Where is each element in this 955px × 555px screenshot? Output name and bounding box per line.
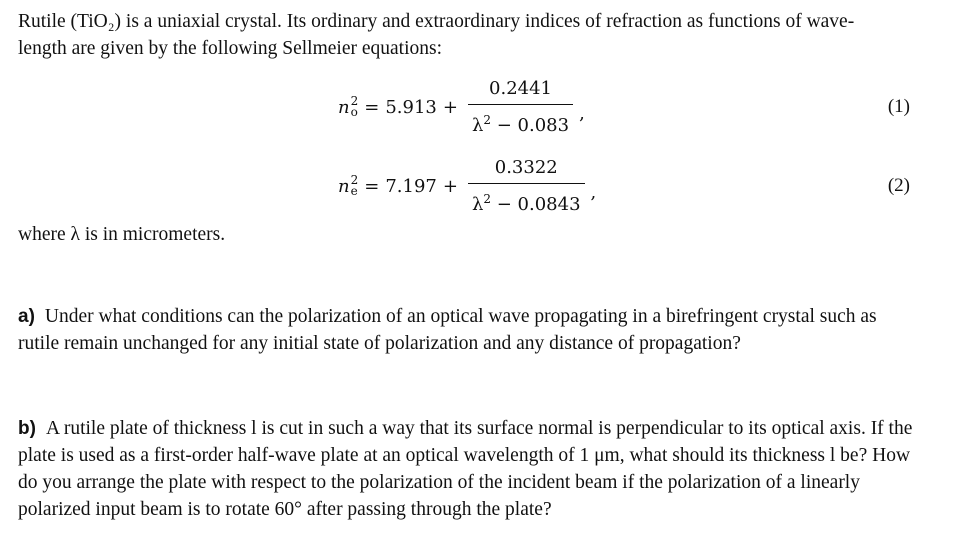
equation-1-lhs xyxy=(338,94,358,121)
intro-line-1: Rutile (TiO₂) is a uniaxial crystal. Its ordinary and extraordinary indices of refraction as functions of wave- xyxy=(18,11,855,32)
equation-1-subscript: o xyxy=(350,104,358,119)
question-b-label: b) xyxy=(18,418,36,439)
equation-1-superscript: 2 xyxy=(350,93,359,108)
equation-1-numerator: 0.2441 xyxy=(489,77,552,99)
intro-paragraph xyxy=(18,8,913,62)
equation-1-comma: , xyxy=(579,102,585,124)
equation-2-lhs xyxy=(338,173,358,200)
equation-1-lambda: λ xyxy=(471,114,484,136)
equation-2-math xyxy=(338,151,596,221)
equation-2-subscript: e xyxy=(350,183,358,198)
equation-2-denominator xyxy=(468,184,585,216)
equation-2-fraction xyxy=(468,157,585,216)
equation-2 xyxy=(0,151,955,221)
question-a-label: a) xyxy=(18,306,35,327)
plus-sign: + xyxy=(442,96,458,118)
equation-2-lambda: λ xyxy=(471,193,484,215)
equation-1 xyxy=(0,72,955,142)
equation-1-denominator xyxy=(468,105,573,137)
equation-2-lambda-exponent: 2 xyxy=(483,191,492,206)
equation-2-variable: n xyxy=(338,175,350,197)
question-a xyxy=(18,303,913,357)
equation-2-constant: 7.197 xyxy=(385,175,437,197)
question-a-text: Under what conditions can the polarization of an optical wave propagating in a birefringent crystal such as rutile remain unchanged for any initial state of polarization and any distance of propagation? xyxy=(18,306,877,354)
question-b xyxy=(18,415,913,523)
question-b-text: A rutile plate of thickness l is cut in such a way that its surface normal is perpendicular to its optical axis. If the plate is used as a first-order half-wave plate at an optical wavelength of 1 μm, what should its thickness l be? How do you arrange the plate with respect to the polarization of the incident beam if the polarization of a linearly polarized input beam is to rotate 60° after passing through the plate? xyxy=(18,418,913,520)
equation-2-superscript: 2 xyxy=(350,172,359,187)
equation-2-numerator: 0.3322 xyxy=(494,156,558,178)
plus-sign: + xyxy=(442,175,458,197)
equation-1-math xyxy=(338,72,585,142)
equation-1-constant: 5.913 xyxy=(385,96,437,118)
intro-line-2: length are given by the following Sellmeier equations: xyxy=(18,38,443,59)
equation-2-number: (2) xyxy=(887,175,910,196)
equation-1-number: (1) xyxy=(887,96,910,117)
equation-1-lambda-exponent: 2 xyxy=(483,112,492,127)
equals-sign: = xyxy=(364,96,380,118)
equals-sign: = xyxy=(364,175,380,197)
units-note: where λ is in micrometers. xyxy=(18,224,226,245)
equation-1-fraction xyxy=(468,78,573,137)
equation-2-denominator-rest: − 0.0843 xyxy=(491,193,581,215)
equation-2-comma: , xyxy=(590,181,597,203)
equation-1-variable: n xyxy=(338,96,350,118)
equation-1-denominator-rest: − 0.083 xyxy=(491,114,570,136)
